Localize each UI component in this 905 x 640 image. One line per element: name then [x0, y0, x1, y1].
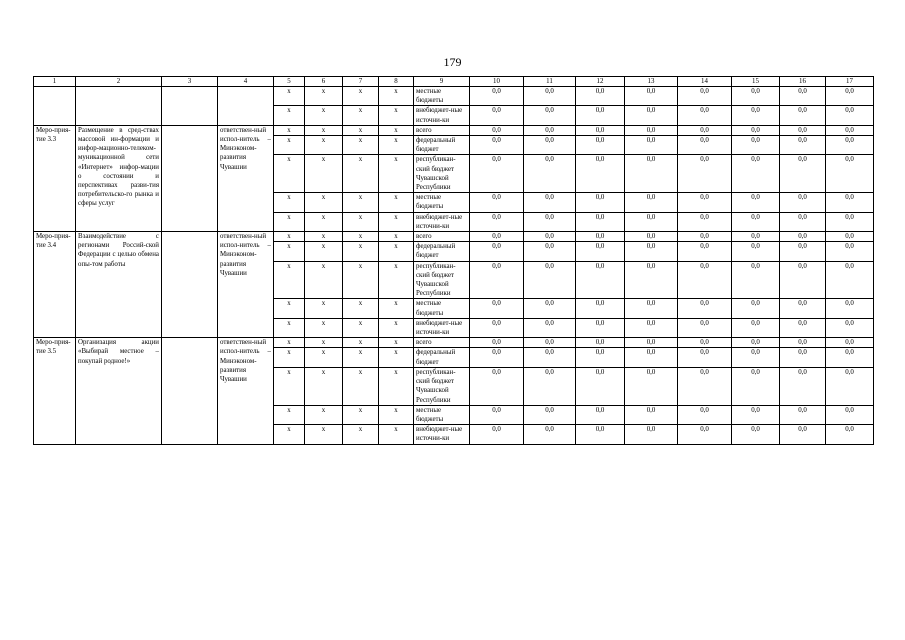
event-code: Меро-прия-тие 3.3 — [34, 125, 76, 231]
value-cell: 0,0 — [625, 136, 678, 155]
value-cell: 0,0 — [576, 193, 625, 212]
value-cell: 0,0 — [826, 318, 874, 337]
cell-x: х — [305, 155, 343, 193]
value-cell: 0,0 — [524, 261, 576, 299]
value-cell: 0,0 — [678, 106, 732, 125]
continued-cell — [162, 87, 218, 126]
value-cell: 0,0 — [826, 425, 874, 444]
value-cell: 0,0 — [470, 125, 524, 135]
executor: ответствен-ный испол-нитель – Минэконом-развития Чувашии — [218, 338, 274, 444]
cell-x: х — [305, 193, 343, 212]
funding-source: всего — [414, 232, 470, 242]
cell-x: х — [343, 212, 379, 231]
value-cell: 0,0 — [678, 425, 732, 444]
value-cell: 0,0 — [576, 232, 625, 242]
value-cell: 0,0 — [780, 425, 826, 444]
value-cell: 0,0 — [780, 242, 826, 261]
value-cell: 0,0 — [524, 87, 576, 106]
value-cell: 0,0 — [470, 261, 524, 299]
cell-x: х — [274, 425, 305, 444]
value-cell: 0,0 — [826, 405, 874, 424]
value-cell: 0,0 — [576, 348, 625, 367]
value-cell: 0,0 — [780, 136, 826, 155]
value-cell: 0,0 — [780, 261, 826, 299]
table-row — [34, 338, 874, 348]
cell-x: х — [305, 299, 343, 318]
cell-x: х — [343, 87, 379, 106]
cell-x: х — [343, 299, 379, 318]
cell-x: х — [305, 261, 343, 299]
event-code: Меро-прия-тие 3.4 — [34, 232, 76, 338]
funding-source: республикан-ский бюджет Чувашской Республики — [414, 155, 470, 193]
page-number: 179 — [443, 55, 462, 69]
value-cell: 0,0 — [678, 155, 732, 193]
cell-x: х — [379, 318, 414, 337]
column-header: 13 — [625, 77, 678, 87]
value-cell: 0,0 — [576, 212, 625, 231]
cell-x: х — [343, 405, 379, 424]
table-row — [34, 232, 874, 242]
value-cell: 0,0 — [524, 348, 576, 367]
value-cell: 0,0 — [625, 261, 678, 299]
value-cell: 0,0 — [732, 193, 780, 212]
cell-x: х — [305, 106, 343, 125]
value-cell: 0,0 — [625, 155, 678, 193]
column-header: 9 — [414, 77, 470, 87]
value-cell: 0,0 — [678, 136, 732, 155]
cell-x: х — [379, 136, 414, 155]
value-cell: 0,0 — [780, 299, 826, 318]
continued-cell — [218, 87, 274, 126]
cell-x: х — [274, 106, 305, 125]
value-cell: 0,0 — [732, 318, 780, 337]
value-cell: 0,0 — [780, 338, 826, 348]
value-cell: 0,0 — [470, 87, 524, 106]
cell-x: х — [343, 193, 379, 212]
funding-source: внебюджет-ные источни-ки — [414, 318, 470, 337]
value-cell: 0,0 — [470, 193, 524, 212]
value-cell: 0,0 — [625, 318, 678, 337]
cell-x: х — [305, 232, 343, 242]
cell-x: х — [305, 136, 343, 155]
value-cell: 0,0 — [576, 136, 625, 155]
cell-x: х — [379, 87, 414, 106]
value-cell: 0,0 — [732, 348, 780, 367]
value-cell: 0,0 — [576, 242, 625, 261]
funding-source: федеральный бюджет — [414, 242, 470, 261]
executor: ответствен-ный испол-нитель – Минэконом-развития Чувашии — [218, 125, 274, 231]
value-cell: 0,0 — [625, 212, 678, 231]
cell-x: х — [305, 425, 343, 444]
cell-x: х — [274, 232, 305, 242]
funding-source: внебюджет-ные источни-ки — [414, 106, 470, 125]
funding-source: местные бюджеты — [414, 299, 470, 318]
empty-cell — [162, 125, 218, 231]
event-name: Размещение в сред-ствах массовой ин-формации и инфор-мационно-телеком-муникационной сети «Интернет» инфор-мации о состоянии и перспективах разви-тия потребительско-го рынка и сферы услуг — [76, 125, 162, 231]
value-cell: 0,0 — [780, 212, 826, 231]
cell-x: х — [274, 261, 305, 299]
cell-x: х — [274, 367, 305, 405]
column-header: 17 — [826, 77, 874, 87]
value-cell: 0,0 — [470, 155, 524, 193]
cell-x: х — [274, 318, 305, 337]
value-cell: 0,0 — [576, 125, 625, 135]
value-cell: 0,0 — [826, 212, 874, 231]
value-cell: 0,0 — [576, 155, 625, 193]
value-cell: 0,0 — [732, 425, 780, 444]
funding-source: республикан-ский бюджет Чувашской Республики — [414, 261, 470, 299]
value-cell: 0,0 — [732, 125, 780, 135]
value-cell: 0,0 — [470, 232, 524, 242]
value-cell: 0,0 — [625, 338, 678, 348]
value-cell: 0,0 — [576, 299, 625, 318]
cell-x: х — [274, 193, 305, 212]
value-cell: 0,0 — [780, 405, 826, 424]
value-cell: 0,0 — [826, 87, 874, 106]
cell-x: х — [274, 136, 305, 155]
value-cell: 0,0 — [780, 348, 826, 367]
cell-x: х — [274, 348, 305, 367]
funding-source: внебюджет-ные источни-ки — [414, 212, 470, 231]
cell-x: х — [343, 232, 379, 242]
value-cell: 0,0 — [524, 212, 576, 231]
value-cell: 0,0 — [625, 87, 678, 106]
value-cell: 0,0 — [780, 193, 826, 212]
event-name: Организация акции «Выбирай местное – покупай родное!» — [76, 338, 162, 444]
column-header: 16 — [780, 77, 826, 87]
column-header: 6 — [305, 77, 343, 87]
value-cell: 0,0 — [625, 242, 678, 261]
value-cell: 0,0 — [524, 405, 576, 424]
value-cell: 0,0 — [470, 212, 524, 231]
value-cell: 0,0 — [826, 155, 874, 193]
value-cell: 0,0 — [576, 106, 625, 125]
value-cell: 0,0 — [826, 125, 874, 135]
funding-source: федеральный бюджет — [414, 348, 470, 367]
budget-table — [33, 76, 874, 445]
column-header: 1 — [34, 77, 76, 87]
funding-source: всего — [414, 125, 470, 135]
value-cell: 0,0 — [732, 212, 780, 231]
cell-x: х — [379, 212, 414, 231]
value-cell: 0,0 — [826, 261, 874, 299]
value-cell: 0,0 — [826, 367, 874, 405]
cell-x: х — [274, 155, 305, 193]
cell-x: х — [379, 367, 414, 405]
value-cell: 0,0 — [678, 405, 732, 424]
value-cell: 0,0 — [625, 348, 678, 367]
value-cell: 0,0 — [678, 318, 732, 337]
column-header: 15 — [732, 77, 780, 87]
value-cell: 0,0 — [826, 136, 874, 155]
funding-source: местные бюджеты — [414, 87, 470, 106]
cell-x: х — [379, 155, 414, 193]
value-cell: 0,0 — [470, 318, 524, 337]
value-cell: 0,0 — [732, 367, 780, 405]
value-cell: 0,0 — [576, 318, 625, 337]
value-cell: 0,0 — [826, 242, 874, 261]
value-cell: 0,0 — [678, 261, 732, 299]
cell-x: х — [343, 261, 379, 299]
value-cell: 0,0 — [625, 299, 678, 318]
funding-source: всего — [414, 338, 470, 348]
value-cell: 0,0 — [524, 106, 576, 125]
value-cell: 0,0 — [826, 193, 874, 212]
value-cell: 0,0 — [470, 299, 524, 318]
value-cell: 0,0 — [625, 125, 678, 135]
executor: ответствен-ный испол-нитель – Минэконом-развития Чувашии — [218, 232, 274, 338]
value-cell: 0,0 — [470, 405, 524, 424]
funding-source: республикан-ский бюджет Чувашской Республики — [414, 367, 470, 405]
column-header: 5 — [274, 77, 305, 87]
value-cell: 0,0 — [826, 232, 874, 242]
value-cell: 0,0 — [524, 318, 576, 337]
cell-x: х — [274, 405, 305, 424]
event-name: Взаимодействие с регионами Россий-ской Федерации с целью обмена опы-том работы — [76, 232, 162, 338]
cell-x: х — [274, 212, 305, 231]
value-cell: 0,0 — [470, 348, 524, 367]
column-header: 2 — [76, 77, 162, 87]
funding-source: местные бюджеты — [414, 193, 470, 212]
value-cell: 0,0 — [780, 106, 826, 125]
value-cell: 0,0 — [625, 232, 678, 242]
value-cell: 0,0 — [678, 212, 732, 231]
header-row — [34, 77, 874, 87]
value-cell: 0,0 — [470, 425, 524, 444]
cell-x: х — [343, 338, 379, 348]
cell-x: х — [305, 405, 343, 424]
cell-x: х — [274, 87, 305, 106]
value-cell: 0,0 — [524, 155, 576, 193]
cell-x: х — [379, 299, 414, 318]
column-header: 14 — [678, 77, 732, 87]
value-cell: 0,0 — [732, 155, 780, 193]
value-cell: 0,0 — [625, 367, 678, 405]
cell-x: х — [305, 367, 343, 405]
funding-source: местные бюджеты — [414, 405, 470, 424]
funding-source: внебюджет-ные источни-ки — [414, 425, 470, 444]
column-header: 4 — [218, 77, 274, 87]
cell-x: х — [343, 136, 379, 155]
value-cell: 0,0 — [780, 367, 826, 405]
cell-x: х — [343, 367, 379, 405]
value-cell: 0,0 — [678, 348, 732, 367]
value-cell: 0,0 — [470, 136, 524, 155]
cell-x: х — [343, 125, 379, 135]
cell-x: х — [343, 318, 379, 337]
column-header: 12 — [576, 77, 625, 87]
value-cell: 0,0 — [524, 425, 576, 444]
value-cell: 0,0 — [732, 87, 780, 106]
table-row — [34, 87, 874, 106]
empty-cell — [162, 232, 218, 338]
cell-x: х — [274, 299, 305, 318]
cell-x: х — [305, 338, 343, 348]
cell-x: х — [343, 155, 379, 193]
cell-x: х — [305, 87, 343, 106]
event-code: Меро-прия-тие 3.5 — [34, 338, 76, 444]
value-cell: 0,0 — [780, 125, 826, 135]
cell-x: х — [379, 425, 414, 444]
value-cell: 0,0 — [470, 367, 524, 405]
value-cell: 0,0 — [524, 136, 576, 155]
value-cell: 0,0 — [524, 193, 576, 212]
value-cell: 0,0 — [732, 338, 780, 348]
value-cell: 0,0 — [524, 338, 576, 348]
continued-cell — [34, 87, 76, 126]
funding-source: федеральный бюджет — [414, 136, 470, 155]
value-cell: 0,0 — [732, 242, 780, 261]
value-cell: 0,0 — [524, 125, 576, 135]
value-cell: 0,0 — [470, 106, 524, 125]
cell-x: х — [274, 242, 305, 261]
value-cell: 0,0 — [678, 299, 732, 318]
value-cell: 0,0 — [732, 106, 780, 125]
value-cell: 0,0 — [732, 136, 780, 155]
continued-cell — [76, 87, 162, 126]
value-cell: 0,0 — [732, 232, 780, 242]
cell-x: х — [379, 338, 414, 348]
value-cell: 0,0 — [576, 338, 625, 348]
value-cell: 0,0 — [826, 348, 874, 367]
value-cell: 0,0 — [780, 232, 826, 242]
cell-x: х — [305, 348, 343, 367]
value-cell: 0,0 — [826, 106, 874, 125]
cell-x: х — [343, 348, 379, 367]
value-cell: 0,0 — [470, 242, 524, 261]
value-cell: 0,0 — [576, 367, 625, 405]
cell-x: х — [379, 405, 414, 424]
value-cell: 0,0 — [470, 338, 524, 348]
value-cell: 0,0 — [732, 261, 780, 299]
value-cell: 0,0 — [780, 155, 826, 193]
value-cell: 0,0 — [826, 338, 874, 348]
column-header: 10 — [470, 77, 524, 87]
value-cell: 0,0 — [780, 87, 826, 106]
cell-x: х — [379, 193, 414, 212]
cell-x: х — [343, 425, 379, 444]
cell-x: х — [305, 242, 343, 261]
empty-cell — [162, 338, 218, 444]
table-row — [34, 125, 874, 135]
cell-x: х — [305, 212, 343, 231]
value-cell: 0,0 — [524, 299, 576, 318]
value-cell: 0,0 — [678, 87, 732, 106]
value-cell: 0,0 — [576, 87, 625, 106]
value-cell: 0,0 — [678, 367, 732, 405]
value-cell: 0,0 — [576, 425, 625, 444]
value-cell: 0,0 — [678, 338, 732, 348]
value-cell: 0,0 — [576, 405, 625, 424]
cell-x: х — [305, 125, 343, 135]
column-header: 11 — [524, 77, 576, 87]
value-cell: 0,0 — [732, 405, 780, 424]
column-header: 8 — [379, 77, 414, 87]
value-cell: 0,0 — [678, 125, 732, 135]
cell-x: х — [379, 125, 414, 135]
column-header: 3 — [162, 77, 218, 87]
value-cell: 0,0 — [625, 106, 678, 125]
value-cell: 0,0 — [524, 232, 576, 242]
cell-x: х — [379, 261, 414, 299]
value-cell: 0,0 — [780, 318, 826, 337]
cell-x: х — [343, 106, 379, 125]
value-cell: 0,0 — [625, 193, 678, 212]
value-cell: 0,0 — [524, 242, 576, 261]
value-cell: 0,0 — [576, 261, 625, 299]
value-cell: 0,0 — [625, 405, 678, 424]
cell-x: х — [343, 242, 379, 261]
value-cell: 0,0 — [678, 242, 732, 261]
value-cell: 0,0 — [732, 299, 780, 318]
cell-x: х — [379, 232, 414, 242]
value-cell: 0,0 — [524, 367, 576, 405]
value-cell: 0,0 — [625, 425, 678, 444]
cell-x: х — [274, 338, 305, 348]
cell-x: х — [305, 318, 343, 337]
value-cell: 0,0 — [826, 299, 874, 318]
cell-x: х — [379, 242, 414, 261]
cell-x: х — [274, 125, 305, 135]
value-cell: 0,0 — [678, 232, 732, 242]
cell-x: х — [379, 348, 414, 367]
value-cell: 0,0 — [678, 193, 732, 212]
column-header: 7 — [343, 77, 379, 87]
cell-x: х — [379, 106, 414, 125]
